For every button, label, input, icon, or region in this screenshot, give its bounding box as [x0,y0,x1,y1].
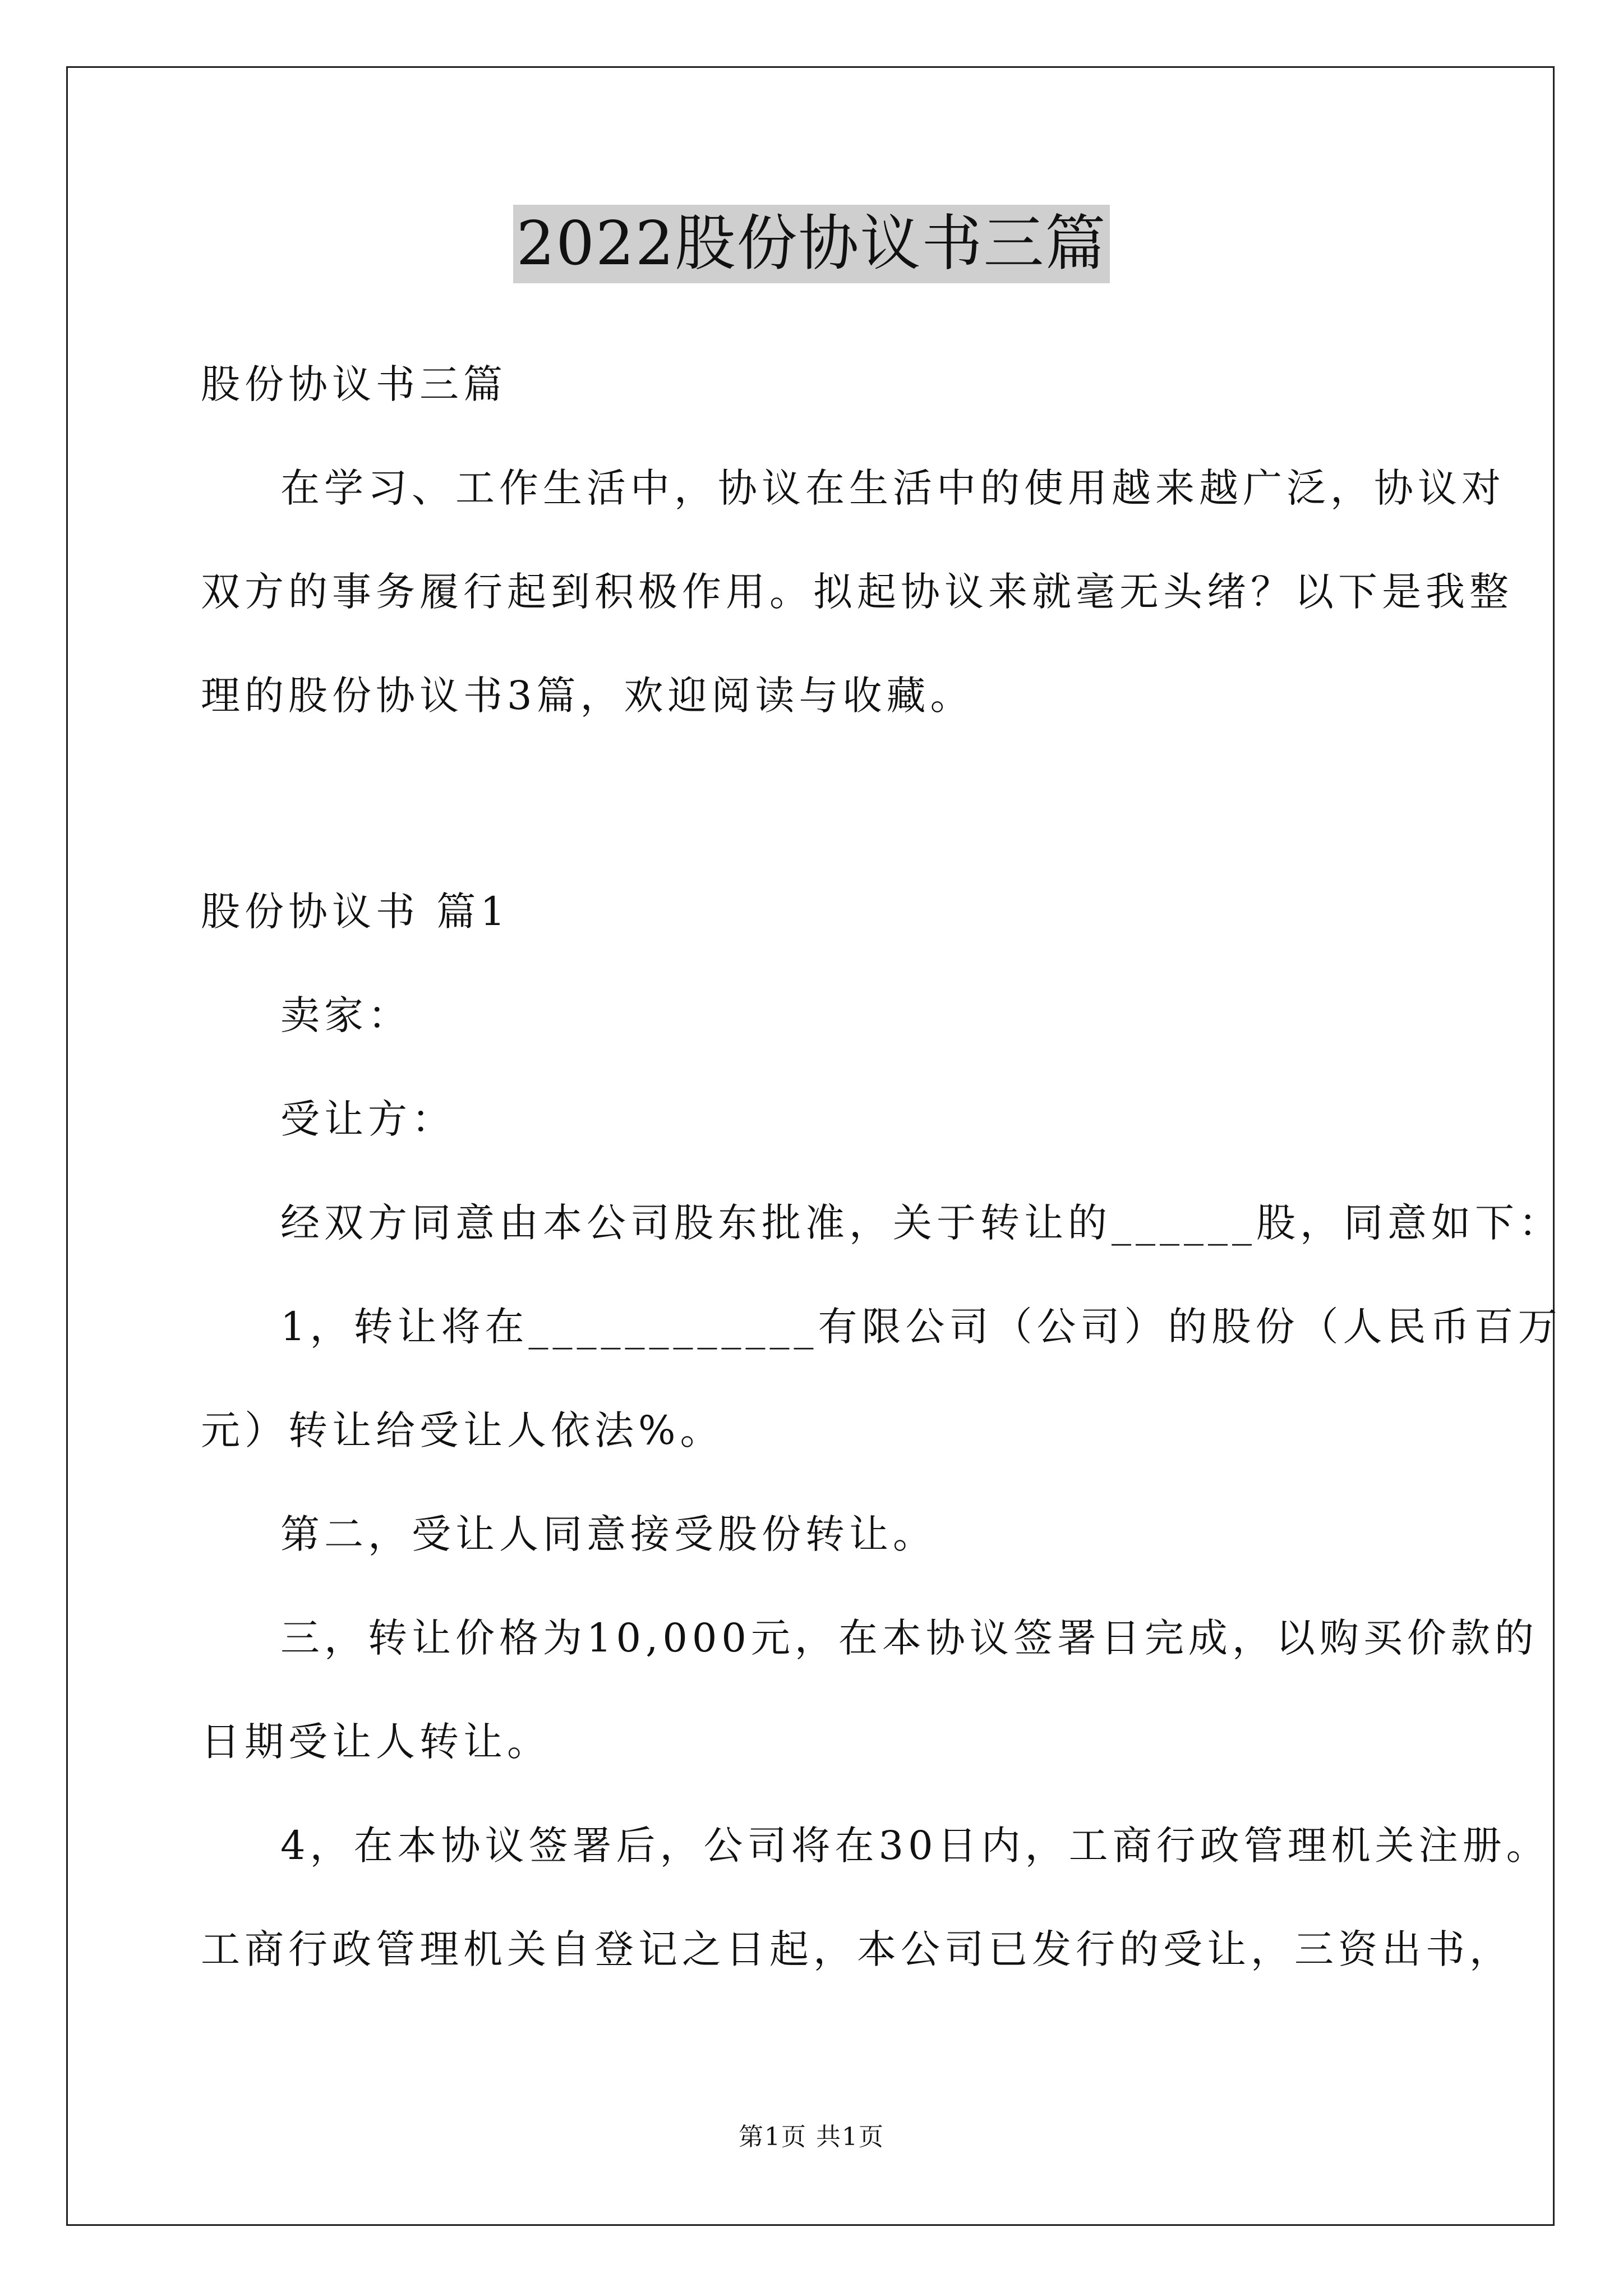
intro-line-3: 理的股份协议书3篇，欢迎阅读与收藏。 [201,673,974,719]
clause-3-line-2: 日期受让人转让。 [201,1719,551,1765]
clause-4-line-2: 工商行政管理机关自登记之日起，本公司已发行的受让，三资出书， [201,1926,1513,1972]
agreement-line: 经双方同意由本公司股东批准，关于转让的______股，同意如下： [280,1200,1562,1246]
intro-line-2: 双方的事务履行起到积极作用。拟起协议来就毫无头绪？以下是我整 [201,569,1513,615]
clause-1-line-2: 元）转让给受让人依法%。 [201,1407,724,1453]
title-container [0,205,1623,283]
document-title: 2022股份协议书三篇 [513,205,1110,283]
clause-1-line-1: 1，转让将在____________有限公司（公司）的股份（人民币百万 [280,1304,1562,1350]
section-heading: 股份协议书 篇1 [201,889,510,935]
page-footer: 第1页 共1页 [739,2123,884,2151]
clause-2-line: 第二，受让人同意接受股份转让。 [280,1511,937,1557]
clause-4-line-1: 4，在本协议签署后，公司将在30日内，工商行政管理机关注册。 [280,1823,1550,1869]
clause-3-line-1: 三，转让价格为10,000元，在本协议签署日完成，以购买价款的 [280,1615,1538,1661]
buyer-line: 受让方： [280,1096,455,1142]
seller-line: 卖家： [280,992,412,1038]
intro-line-1: 在学习、工作生活中，协议在生活中的使用越来越广泛，协议对 [280,465,1505,511]
subtitle: 股份协议书三篇 [201,361,507,407]
